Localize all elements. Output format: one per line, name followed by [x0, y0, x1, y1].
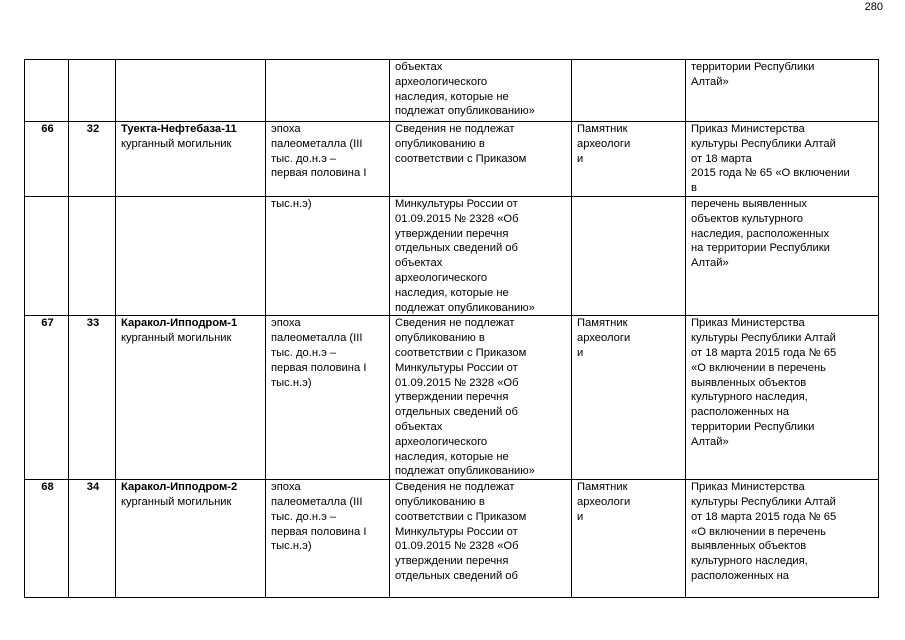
period: эпоха палеометалла (III тыс. до.н.э – первая половина I тыс.н.э) [271, 317, 367, 389]
period-cell [266, 60, 390, 122]
object-name: Каракол-Ипподром-2 [121, 481, 238, 494]
document-text: Приказ Министерства культуры Республики Алтай от 18 марта 2015 года № 65 «О включении в перечень выявленных объектов культурного наследия, расположенных на территории Республики Алтай» [691, 317, 837, 448]
info-cell [390, 60, 572, 122]
table-row [25, 122, 879, 197]
object-name-cell [116, 60, 266, 122]
category: Памятник археологи и [577, 481, 631, 523]
info-text: объектах археологического наследия, которые не подлежат опубликованию» [395, 61, 535, 118]
category-cell [572, 122, 686, 197]
document-text: Приказ Министерства культуры Республики Алтай от 18 марта 2015 года № 65 «О включении в перечень выявленных объектов культурного наследия, расположенных на [691, 481, 837, 582]
row-number: 66 [25, 122, 69, 197]
object-name-cell [116, 196, 266, 315]
object-name: Каракол-Ипподром-1 [121, 317, 238, 330]
category-cell [572, 60, 686, 122]
row-subnumber [69, 60, 116, 122]
object-type: курганный могильник [121, 137, 232, 150]
category-cell [572, 196, 686, 315]
info-text: Сведения не подлежат опубликованию в соответствии с Приказом Минкультуры России от 01.09.2015 № 2328 «Об утверждении перечня отдельных сведений об [395, 481, 527, 582]
table-row [25, 60, 879, 122]
info-cell [390, 196, 572, 315]
period: тыс.н.э) [271, 197, 312, 210]
object-name-cell [116, 122, 266, 197]
period-cell [266, 480, 390, 598]
row-subnumber: 34 [69, 480, 116, 598]
period-cell [266, 122, 390, 197]
object-type: курганный могильник [121, 332, 232, 345]
info-cell [390, 480, 572, 598]
document-cell [686, 196, 879, 315]
period: эпоха палеометалла (III тыс. до.н.э – первая половина I тыс.н.э) [271, 481, 367, 553]
document-text: Приказ Министерства культуры Республики Алтай от 18 марта 2015 года № 65 «О включении в [691, 123, 850, 195]
row-subnumber: 32 [69, 122, 116, 197]
period-cell [266, 316, 390, 480]
page-number: 280 [864, 1, 883, 13]
table-row [25, 480, 879, 598]
heritage-table [24, 59, 879, 598]
row-number [25, 196, 69, 315]
info-text: Сведения не подлежат опубликованию в соответствии с Приказом [395, 123, 527, 165]
document-cell [686, 316, 879, 480]
row-subnumber [69, 196, 116, 315]
info-text: Минкультуры России от 01.09.2015 № 2328 «Об утверждении перечня отдельных сведений об объектах археологического наследия, которые не подлежат опубликованию» [395, 197, 535, 314]
row-number: 67 [25, 316, 69, 480]
info-cell [390, 122, 572, 197]
info-cell [390, 316, 572, 480]
document-text: территории Республики Алтай» [691, 61, 815, 88]
table-row [25, 316, 879, 480]
document-cell [686, 480, 879, 598]
period-cell [266, 196, 390, 315]
period: эпоха палеометалла (III тыс. до.н.э – первая половина I [271, 123, 367, 180]
category: Памятник археологи и [577, 317, 631, 359]
object-type: курганный могильник [121, 495, 232, 508]
row-subnumber: 33 [69, 316, 116, 480]
object-name-cell [116, 316, 266, 480]
document-text: перечень выявленных объектов культурного наследия, расположенных на территории Республики Алтай» [691, 197, 830, 270]
category-cell [572, 316, 686, 480]
category-cell [572, 480, 686, 598]
document-cell [686, 60, 879, 122]
row-number: 68 [25, 480, 69, 598]
object-name: Туекта-Нефтебаза-11 [121, 123, 237, 135]
document-cell [686, 122, 879, 197]
row-number [25, 60, 69, 122]
object-name-cell [116, 480, 266, 598]
category: Памятник археологи и [577, 123, 631, 165]
table-row [25, 196, 879, 315]
info-text: Сведения не подлежат опубликованию в соответствии с Приказом Минкультуры России от 01.09.2015 № 2328 «Об утверждении перечня отдельных сведений об объектах археологического наследия, которые не подлежат опубликованию» [395, 317, 535, 478]
